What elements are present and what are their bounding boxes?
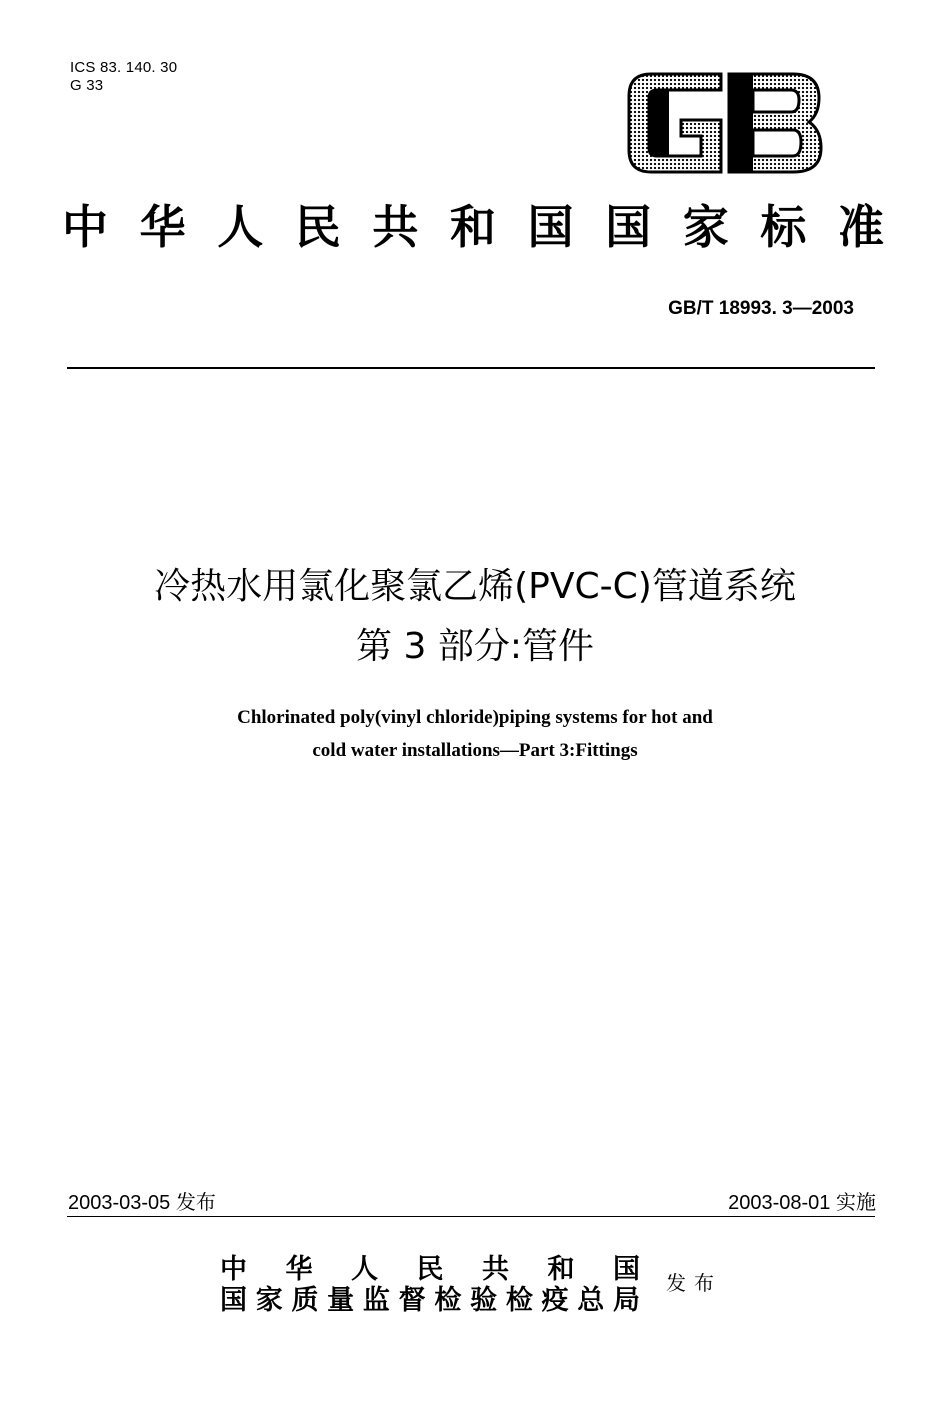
english-title-line-1: Chlorinated poly(vinyl chloride)piping systems for hot and [237, 707, 713, 728]
gb-logo [625, 70, 825, 176]
issuer-line-2: 国家质量监督检验检疫总局 [220, 1285, 640, 1316]
english-title-line-2: cold water installations—Part 3:Fittings [312, 740, 638, 761]
issuer-line-1: 中华人民共和国 [220, 1254, 640, 1285]
ics-code: ICS 83. 140. 30 [70, 59, 178, 76]
chinese-title-line-1: 冷热水用氯化聚氯乙烯(PVC-C)管道系统 [154, 566, 796, 607]
standard-number: GB/T 18993. 3—2003 [668, 298, 854, 319]
ccs-code: G 33 [70, 77, 104, 94]
implementation-date: 2003-08-01 实施 [728, 1192, 876, 1214]
national-standard-heading: 中华人民共和国国家标准 [62, 200, 884, 254]
release-label: 发布 [666, 1271, 722, 1295]
top-divider [67, 367, 875, 369]
issue-date: 2003-03-05 发布 [68, 1192, 216, 1214]
bottom-divider [67, 1216, 875, 1217]
chinese-title-line-2: 第 3 部分:管件 [356, 626, 594, 667]
